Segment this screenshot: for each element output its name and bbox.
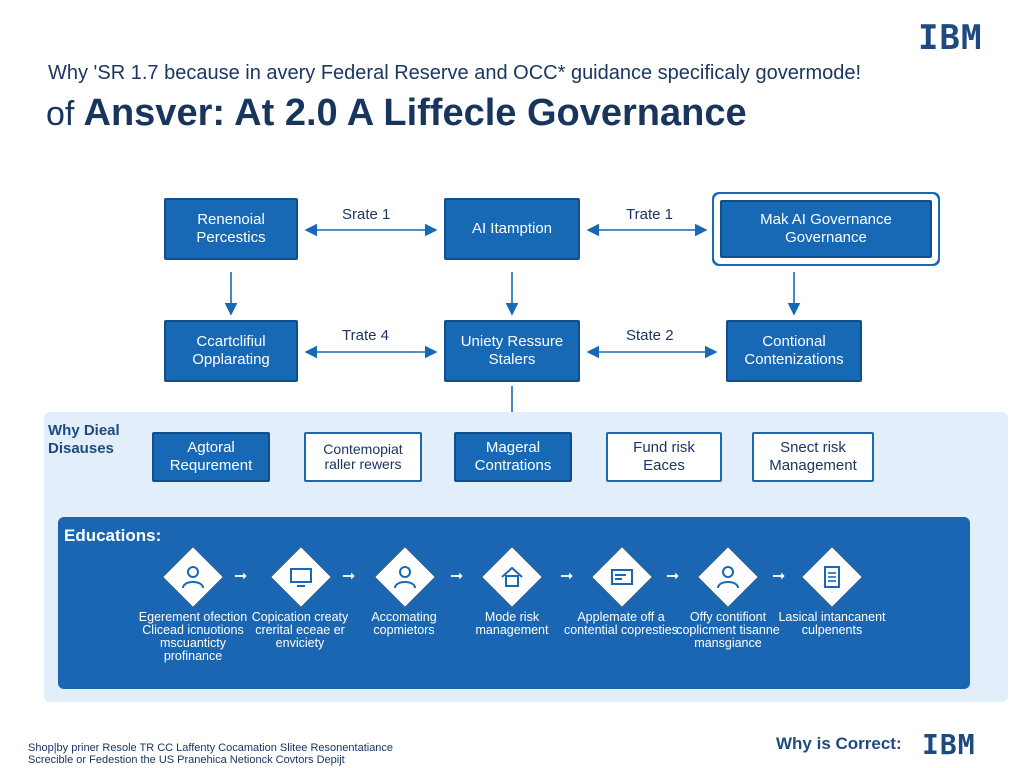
panel-box-agtoral-requrement[interactable]: Agtoral Requrement <box>152 432 270 482</box>
edge-label-srate-1: Srate 1 <box>342 206 391 223</box>
document-icon <box>801 546 863 608</box>
node-ai-itamption[interactable]: AI Itamption <box>444 198 580 260</box>
ibm-logo-footer: IBM <box>922 728 976 761</box>
arrow-right-icon: ➞ <box>234 568 248 585</box>
node-ccartclifiul-opplarating[interactable]: Ccartclifiul Opplarating <box>164 320 298 382</box>
arrow-right-icon: ➞ <box>342 568 356 585</box>
arrow-right-icon: ➞ <box>772 568 786 585</box>
person-icon <box>162 546 224 608</box>
education-label-6: Offy contifiont coplicment tisanne mansgiance <box>676 610 780 650</box>
arrow-right-icon: ➞ <box>450 568 464 585</box>
ibm-logo: IBM <box>918 18 983 58</box>
person-icon <box>374 546 436 608</box>
education-label-3: Accomating copmietors <box>371 610 437 637</box>
educations-label: Educations: <box>64 526 162 545</box>
edge-label-trate-1: Trate 1 <box>626 206 673 223</box>
card-icon <box>591 546 653 608</box>
arrow-right-icon: ➞ <box>666 568 680 585</box>
arrow-right-icon: ➞ <box>560 568 574 585</box>
footer-note <box>28 742 393 766</box>
title-prefix: of <box>46 95 75 133</box>
why-correct-label: Why is Correct: <box>776 734 902 753</box>
node-uniety-ressure-stalers[interactable]: Uniety Ressure Stalers <box>444 320 580 382</box>
page-title <box>46 92 747 135</box>
footer-line-1: Shop|by priner Resole TR CC Laffenty Cocamation Slitee Resonentatiance <box>28 742 394 754</box>
page-subtitle: Why 'SR 1.7 because in avery Federal Reserve and OCC* guidance specificaly govermode! <box>48 62 862 84</box>
edge-label-state-2: State 2 <box>626 327 674 344</box>
person-icon <box>697 546 759 608</box>
node-renenoial-percestics[interactable]: Renenoial Percestics <box>164 198 298 260</box>
education-label-5: Applemate off a contential copresties <box>564 610 678 637</box>
panel-box-contemopiat-raller-rewers[interactable]: Contemopiat raller rewers <box>304 432 422 482</box>
title-text: Ansver: At 2.0 A Liffecle Governance <box>83 92 747 134</box>
panel-box-snect-risk-management[interactable]: Snect risk Management <box>752 432 874 482</box>
node-mak-ai-governance[interactable]: Mak AI Governance Governance <box>720 200 932 258</box>
education-label-1: Egerement ofection Clicead icnuotions mscuanticty profinance <box>138 610 248 663</box>
monitor-icon <box>270 546 332 608</box>
panel-box-mageral-contrations[interactable]: Mageral Contrations <box>454 432 572 482</box>
footer-line-2: Screcible or Fedestion the US Pranehica Netionck Covtors Depijt <box>28 754 345 766</box>
education-label-7: Lasical intancanent culpenents <box>778 610 886 637</box>
house-icon <box>481 546 543 608</box>
panel-label: Why Dieal Disauses <box>48 422 120 457</box>
edge-label-trate-4: Trate 4 <box>342 327 389 344</box>
education-label-2: Copication creaty crerital eceae er enviciety <box>251 610 349 650</box>
panel-box-fund-risk-eaces[interactable]: Fund risk Eaces <box>606 432 722 482</box>
education-label-4: Mode risk management <box>475 610 549 637</box>
node-contional-contenizations[interactable]: Contional Contenizations <box>726 320 862 382</box>
